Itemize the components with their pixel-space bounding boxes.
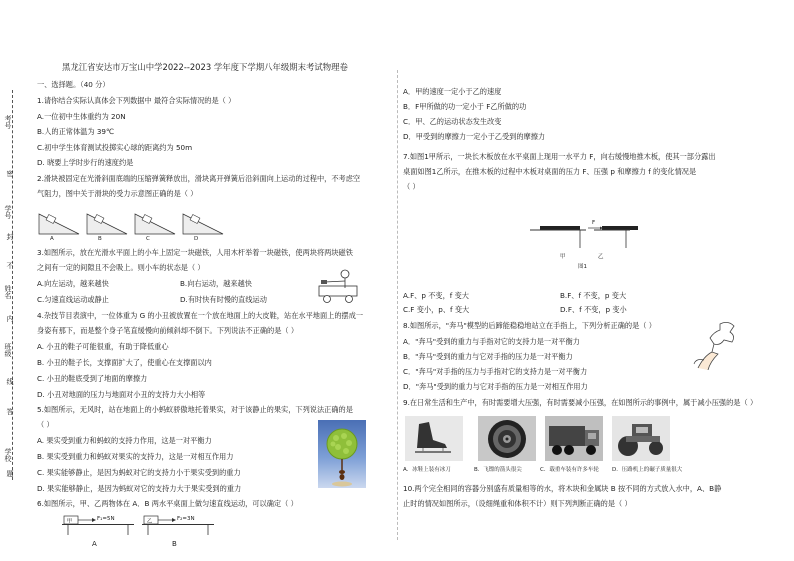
q6-option-d: D．甲受到的摩擦力一定小于乙受到的摩擦力 <box>403 132 546 141</box>
q2-stem-line1: 2.滑块被固定在光滑斜面底端的压缩弹簧释放出，滑块离开弹簧后沿斜面向上运动的过程中，不考虑空 <box>37 174 361 183</box>
q8-option-c: C．"奔马"对手指的压力与手指对它的支持力是一对平衡力 <box>403 367 588 376</box>
q7-option-d: D.F、f 不变，p 变小 <box>560 305 627 314</box>
q5-stem-line1: 5.如图所示，无风时，站在地面上的小蚂蚁骄傲地托着果实，对于该静止的果实，下列说法正确的是 <box>37 405 353 414</box>
sidebar-label-name: 姓名 <box>4 285 12 299</box>
q6-label-b: B <box>172 540 177 548</box>
q1-option-c: C.初中学生体育测试投掷实心球的距离约为 50m <box>37 143 193 152</box>
page-title: 黑龙江省安达市万宝山中学2022--2023 学年度下学期八年级期末考试物理卷 <box>62 62 348 72</box>
q3-stem-line1: 3.如图所示，放在光滑水平面上的小车上固定一块磁铁，人用木杆举着一块磁铁，使两块将两块磁铁 <box>37 248 353 257</box>
q2-label-b: B <box>98 236 102 242</box>
sidebar-label-not: 不 <box>6 262 14 269</box>
q7-force-label: F <box>592 220 596 226</box>
q9-caption-a: A．冰鞋上装有冰刀 <box>403 467 451 473</box>
q9-photo-dartboard <box>478 416 536 461</box>
q9-caption-d: D．压路机上的碾子质量很大 <box>612 467 683 473</box>
column-divider <box>397 70 399 540</box>
q7-label-yi: 乙 <box>598 254 604 260</box>
q8-horse-figure <box>690 318 750 370</box>
incline-figure-a <box>39 214 79 234</box>
q7-figure-caption: 图1 <box>578 264 587 270</box>
q4-option-d: D. 小丑对地面的压力与地面对小丑的支持力大小相等 <box>37 390 206 399</box>
q1-option-b: B.人的正常体温为 39℃ <box>37 127 115 136</box>
q3-option-b: B.向右运动，越来越快 <box>180 279 252 288</box>
q7-stem-line2: 桌面如图1乙所示，在推木板的过程中木板对桌面的压力 F、压强 p 和摩擦力 f 的变化情况是 <box>403 167 697 176</box>
q5-option-b: B. 果实受到重力和蚂蚁对果实的支持力，这是一对相互作用力 <box>37 452 234 461</box>
sidebar-label-line: 线 <box>6 378 14 385</box>
svg-text:甲: 甲 <box>67 518 73 525</box>
q7-stem-line3: （ ） <box>403 182 420 191</box>
sidebar-label-seal-1: 密 <box>6 170 14 177</box>
q2-stem-line2: 气阻力，图中关于滑块的受力示意图正确的是（ ） <box>37 189 198 198</box>
q5-stem-line2: （ ） <box>37 420 54 429</box>
q8-option-b: B．"奔马"受到的重力与它对手指的压力是一对平衡力 <box>403 352 573 361</box>
q9-stem: 9.在日常生活和生产中，有时需要增大压强，有时需要减小压强，在如图所示的事例中，属于减小压强的是（ ） <box>403 398 758 407</box>
sidebar-label-exam-number: 考号 <box>4 115 12 129</box>
q2-label-d: D <box>194 236 199 242</box>
sidebar-label-school: 学校 <box>4 448 12 462</box>
q9-caption-c: C．载重车装有许多车轮 <box>540 467 599 473</box>
incline-figure-c <box>135 214 175 234</box>
q6-stem: 6.如图所示，甲、乙两物体在 A．B 两水平桌面上做匀速直线运动，可以确定（ ） <box>37 499 298 508</box>
sidebar-label-question: 题 <box>6 470 14 477</box>
q6-option-b: B．F甲所做的功一定小于 F乙所做的功 <box>403 102 527 111</box>
q3-option-c: C.匀速直线运动或静止 <box>37 295 109 304</box>
q7-option-c: C.F 变小，p、f 变大 <box>403 305 470 314</box>
incline-figure-d <box>183 214 223 234</box>
q5-option-c: C. 果实能够静止，是因为蚂蚁对它的支持力小于果实受到的重力 <box>37 468 241 477</box>
q4-stem-line1: 4.杂技节目表演中，一位体重为 G 的小丑被放置在一个放在地面上的大皮鞋，站在水平地面上的摆成一 <box>37 311 364 320</box>
q4-option-c: C. 小丑的鞋底受到了地面的摩擦力 <box>37 374 148 383</box>
q4-option-b: B. 小丑的鞋子长，支撑面扩大了，使重心在支撑面以内 <box>37 358 212 367</box>
q6-option-a: A．甲的速度一定小于乙的速度 <box>403 87 502 96</box>
q3-stem-line2: 之间有一定的间隙且不会吸上。则小车的状态是（ ） <box>37 263 205 272</box>
q5-ant-fruit-image <box>318 420 366 488</box>
q2-label-c: C <box>146 236 150 242</box>
q3-option-a: A.向左运动，越来越快 <box>37 279 109 288</box>
q7-stem-line1: 7.如图1甲所示，一块长木板放在水平桌面上现用一水平力 F，向右缓慢地推木板，使其一部分露出 <box>403 152 716 161</box>
q8-option-d: D．"奔马"受到的重力与它对手指的压力是一对相互作用力 <box>403 382 588 391</box>
q1-option-a: A.一位初中生体重约为 20N <box>37 112 126 121</box>
q2-incline-figures <box>37 204 227 244</box>
sidebar-label-seal-2: 封 <box>6 233 14 240</box>
sidebar-label-inside: 内 <box>6 315 14 322</box>
svg-text:乙: 乙 <box>147 518 153 525</box>
q9-caption-b: B．飞镖的箭头很尖 <box>474 467 522 473</box>
q1-option-d: D. 晓要上学时步行的速度约是 <box>37 158 134 167</box>
q3-option-d: D.有时快有时慢的直线运动 <box>180 295 267 304</box>
q4-stem-line2: 身姿有那下，而是整个身子笔直缓慢向前倾斜却不倒下。下列说法不正确的是（ ） <box>37 326 299 335</box>
q6-force-a: F₁=5N <box>97 516 115 522</box>
q9-photo-skate <box>405 416 463 461</box>
sidebar-label-answer: 答 <box>6 408 14 415</box>
q4-option-a: A. 小丑的鞋子可能很重，有助于降低重心 <box>37 342 169 351</box>
q7-option-a: A.F、p 不变，f 变大 <box>403 291 469 300</box>
q8-stem: 8.如图所示，"奔马"模型的后蹄能稳稳地站立在手指上，下列分析正确的是（ ） <box>403 321 656 330</box>
q5-option-a: A. 果实受到重力和蚂蚁的支持力作用，这是一对平衡力 <box>37 436 212 445</box>
q7-option-b: B.F、f 不变，p 变大 <box>560 291 627 300</box>
q9-photo-truck <box>545 416 603 461</box>
q10-stem-line2: 止时的情况如图所示，（设细绳重和体积不计）则下列判断正确的是（ ） <box>403 499 632 508</box>
q6-option-c: C．甲、乙的运动状态发生改变 <box>403 117 502 126</box>
q1-stem: 1.请你结合实际认真体会下列数据中 最符合实际情况的是（ ） <box>37 96 236 105</box>
incline-figure-b <box>87 214 127 234</box>
q5-option-d: D. 果实能够静止，是因为蚂蚁对它的支持力大于果实受到的重力 <box>37 484 242 493</box>
q7-figure <box>530 222 650 258</box>
section-heading: 一、选择题。（40 分） <box>37 80 110 89</box>
q9-photo-roller <box>612 416 670 461</box>
sidebar-label-class: 班级 <box>4 343 12 357</box>
q10-stem-line1: 10.两个完全相同的容器分别盛有质量相等的水，将木块和金属块 B 按不同的方式放入水中，A、B静 <box>403 484 722 493</box>
sidebar-label-student-number: 学号 <box>4 205 12 219</box>
q8-option-a: A．"奔马"受到的重力与手指对它的支持力是一对平衡力 <box>403 337 580 346</box>
q6-label-a: A <box>92 540 97 548</box>
q7-label-jia: 甲 <box>560 254 566 260</box>
q2-label-a: A <box>50 236 54 242</box>
q6-force-b: F₂=3N <box>177 516 195 522</box>
q3-cart-figure <box>315 268 367 304</box>
